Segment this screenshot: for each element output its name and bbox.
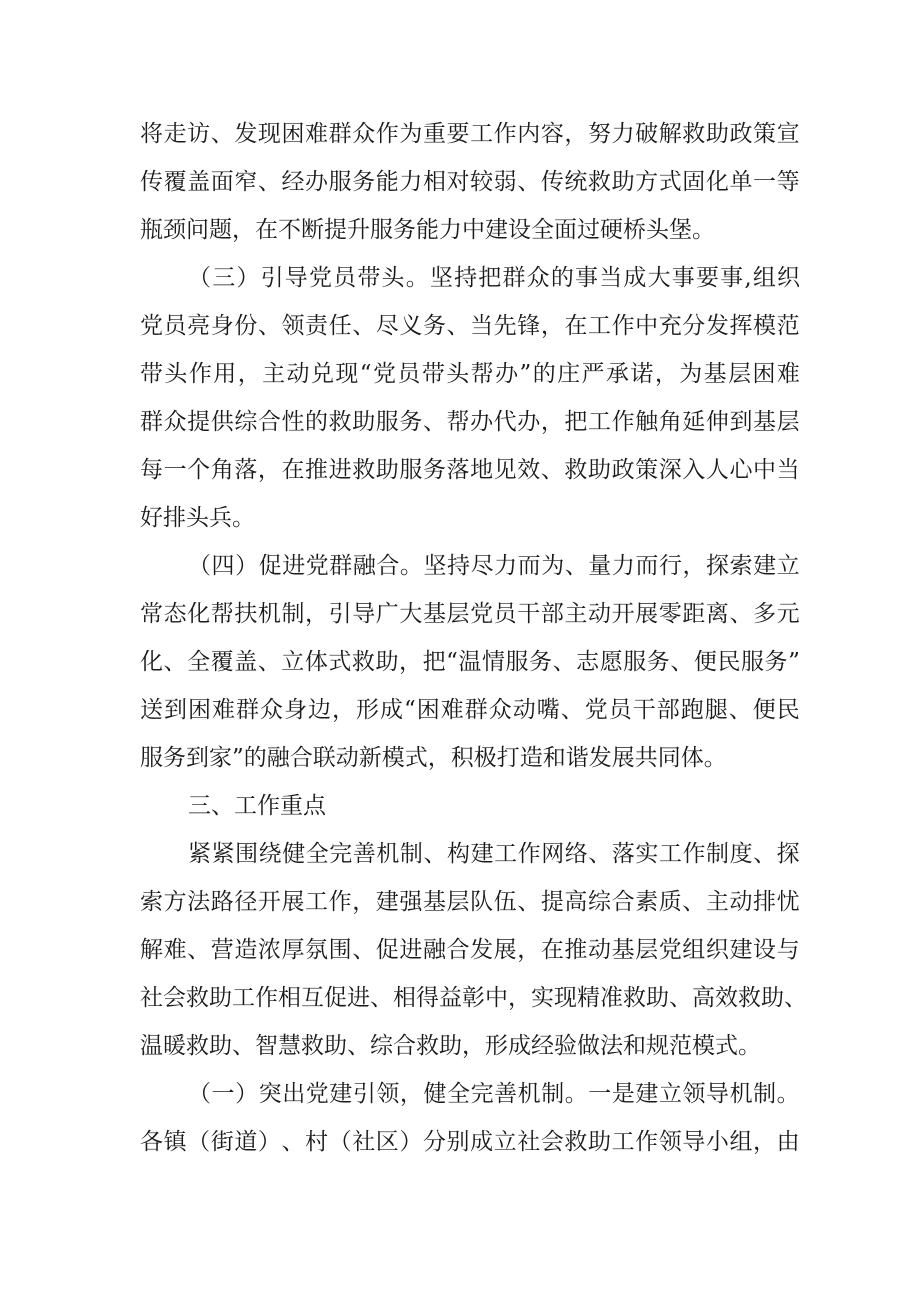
text-line: 瓶颈问题，在不断提升服务能力中建设全面过硬桥头堡。 [140, 217, 715, 243]
text-line: 带 头 作 用 ， 主 动 兑 现 “ 党 员 带 头 帮 办 ” 的 庄 严 承 诺 ， 为 基 层 困 难 [140, 361, 800, 387]
text-line: 各 镇 （ 街 道 ） 、 村 （ 社 区 ） 分 别 成 立 社 会 救 助 工 作 领 导 小 组 ， 由 [140, 1129, 800, 1155]
text-line: 社 会 救 助 工 作 相 互 促 进 、 相 得 益 彰 中 ， 实 现 精 准 救 助 、 高 效 救 助 、 [140, 985, 807, 1011]
text-line: 索 方 法 路 径 开 展 工 作 ， 建 强 基 层 队 伍 、 提 高 综 合 素 质 、 主 动 排 忧 [140, 889, 800, 915]
text-line: （ 一 ） 突 出 党 建 引 领 ， 健 全 完 善 机 制 。 一 是 建 立 领 导 机 制 。 [188, 1081, 800, 1107]
text-line: 群 众 提 供 综 合 性 的 救 助 服 务 、 帮 办 代 办 ， 把 工 作 触 角 延 伸 到 基 层 [140, 409, 800, 435]
text-line: 服务到家”的融合联动新模式，积极打造和谐发展共同体。 [140, 745, 727, 771]
text-line: 好排头兵。 [140, 505, 255, 531]
text-line: （ 三 ） 引 导 党 员 带 头 。 坚 持 把 群 众 的 事 当 成 大 事 要 事 , 组 织 [188, 265, 800, 291]
text-line: 化 、 全 覆 盖 、 立 体 式 救 助 ， 把 “ 温 情 服 务 、 志 愿 服 务 、 便 民 服 务 ” [140, 649, 800, 675]
text-line: （ 四 ） 促 进 党 群 融 合 。 坚 持 尽 力 而 为 、 量 力 而 行 ， 探 索 建 立 [188, 553, 800, 579]
text-line: 党 员 亮 身 份 、 领 责 任 、 尽 义 务 、 当 先 锋 ， 在 工 作 中 充 分 发 挥 模 范 [140, 313, 800, 339]
text-line: 送 到 困 难 群 众 身 边 ， 形 成 “ 困 难 群 众 动 嘴 、 党 员 干 部 跑 腿 、 便 民 [140, 697, 800, 723]
text-line: 传 覆 盖 面 窄 、 经 办 服 务 能 力 相 对 较 弱 、 传 统 救 助 方 式 固 化 单 一 等 [140, 169, 800, 195]
text-line: 常 态 化 帮 扶 机 制 ， 引 导 广 大 基 层 党 员 干 部 主 动 开 展 零 距 离 、 多 元 [140, 601, 800, 627]
text-line: 紧 紧 围 绕 健 全 完 善 机 制 、 构 建 工 作 网 络 、 落 实 工 作 制 度 、 探 [188, 841, 800, 867]
text-line: 解 难 、 营 造 浓 厚 氛 围 、 促 进 融 合 发 展 ， 在 推 动 基 层 党 组 织 建 设 与 [140, 937, 800, 963]
text-line: 每 一 个 角 落 ， 在 推 进 救 助 服 务 落 地 见 效 、 救 助 政 策 深 入 人 心 中 当 [140, 457, 800, 483]
text-line: 将 走 访 、 发 现 困 难 群 众 作 为 重 要 工 作 内 容 ， 努 力 破 解 救 助 政 策 宣 [140, 121, 800, 147]
text-line: 温暖救助、智慧救助、综合救助，形成经验做法和规范模式。 [140, 1033, 761, 1059]
document-body [140, 110, 807, 1166]
text-line: 三、工作重点 [188, 793, 326, 819]
